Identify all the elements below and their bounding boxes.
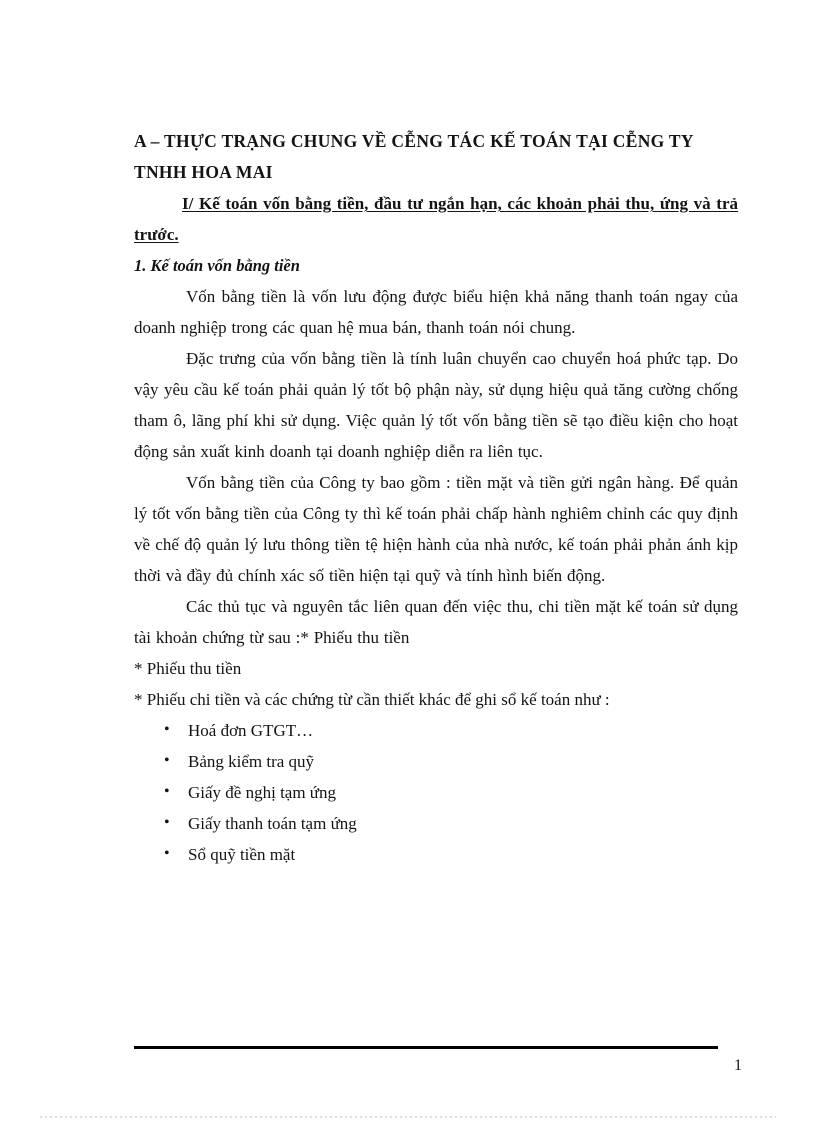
section-heading-text: I/ Kế toán vốn bằng tiền, đầu tư ngắn hạn, các khoản phải thu, ứng và trả trước. [134,194,738,244]
paragraph-2: Đặc trưng của vốn bằng tiền là tính luân chuyển cao chuyển hoá phức tạp. Do vậy yêu cầu kế toán phải quản lý tốt bộ phận này, sử dụng hiệu quả tăng cường chống tham ô, lãng phí khi sử dụng. Việc quản lý tốt vốn bằng tiền sẽ tạo điều kiện cho hoạt động sản xuất kinh doanh tại doanh nghiệp diễn ra liên tục. [134,349,738,461]
list-item: • Hoá đơn GTGT… [134,715,738,746]
sub-heading: 1. Kế toán vốn bằng tiền [134,256,300,275]
star-line-2: * Phiếu chi tiền và các chứng từ cần thiết khác để ghi sổ kế toán như : [134,690,610,709]
page-title-line-1: A – THỰC TRẠNG CHUNG VỀ CỄNG TÁC KẾ TOÁN TẠI CỄNG TY [134,131,694,151]
page-number: 1 [734,1057,742,1074]
paragraph-1: Vốn bằng tiền là vốn lưu động được biểu hiện khả năng thanh toán ngay của doanh nghiệp trong các quan hệ mua bán, thanh toán nói chung. [134,287,738,337]
document-body [134,126,738,870]
page-title [134,126,738,188]
paragraph-4: Các thủ tục và nguyên tắc liên quan đến việc thu, chi tiền mặt kế toán sử dụng tài khoản chứng từ sau :* Phiếu thu tiền [134,597,738,647]
list-item: • Sổ quỹ tiền mặt [134,839,738,870]
page-footer [134,1046,742,1106]
footer-divider [134,1046,718,1049]
page-title-line-2: TNHH HOA MAI [134,162,273,182]
scan-edge-artifact [40,1116,776,1118]
list-item: • Giấy thanh toán tạm ứng [134,808,738,839]
section-heading [134,188,738,250]
paragraph-3: Vốn bằng tiền của Công ty bao gồm : tiền mặt và tiền gửi ngân hàng. Để quản lý tốt vốn bằng tiền của Công ty thì kế toán phải chấp hành nghiêm chỉnh các quy định về chế độ quản lý lưu thông tiền tệ hiện hành của nhà nước, kế toán phải phản ánh kịp thời và đầy đủ chính xác số tiền hiện tại quỹ và tính hình biến động. [134,473,738,585]
star-line-1: * Phiếu thu tiền [134,659,242,678]
list-item: • Bảng kiểm tra quỹ [134,746,738,777]
document-list [134,715,738,870]
list-item: • Giấy đề nghị tạm ứng [134,777,738,808]
